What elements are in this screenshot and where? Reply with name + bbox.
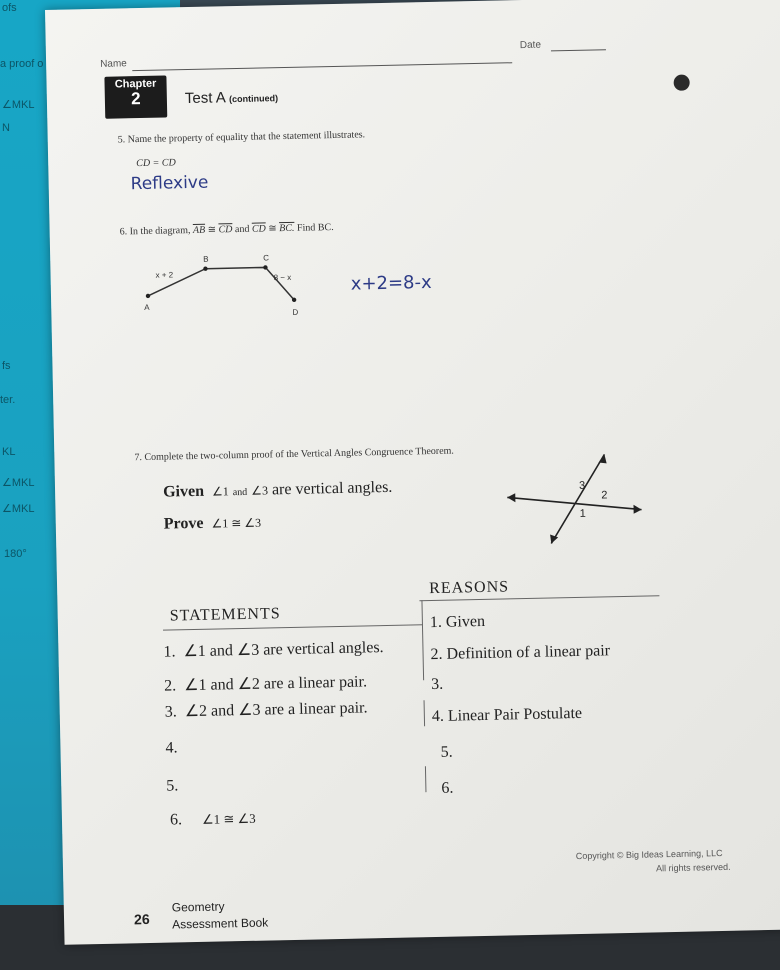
date-line xyxy=(551,49,606,51)
column-divider-mid xyxy=(424,700,426,726)
proof-statement-1: 1. ∠1 and ∠3 are vertical angles. xyxy=(163,639,384,661)
q5-handwritten-answer: Reflexive xyxy=(130,172,209,195)
proof-statement-3: 3. ∠2 and ∠3 are a linear pair. xyxy=(164,699,368,721)
proof-statement-5: 5. xyxy=(166,777,179,795)
chapter-badge xyxy=(104,75,167,118)
page-number: 26 xyxy=(133,911,150,928)
q5-prompt: 5. Name the property of equality that the statement illustrates. xyxy=(117,129,366,146)
segment-diagram xyxy=(135,244,317,323)
rights-text: All rights reserved. xyxy=(656,861,731,874)
proof-reason-3: 3. xyxy=(431,675,444,694)
bg-note: 180° xyxy=(4,548,27,560)
proof-statement-4: 4. xyxy=(165,739,178,757)
statements-rule xyxy=(163,624,423,630)
proof-reason-5: 5. xyxy=(440,743,453,761)
binder-hole xyxy=(673,75,689,91)
q6-handwritten-work: x+2=8-x xyxy=(350,271,432,295)
book-subtitle: Assessment Book xyxy=(172,915,269,932)
chapter-number: 2 xyxy=(130,89,141,109)
bg-note: ∠MKL xyxy=(2,477,35,489)
prove-line: Prove ∠1 ≅ ∠3 xyxy=(163,514,262,533)
bg-note: ofs xyxy=(2,2,17,14)
book-title: Geometry xyxy=(171,899,225,915)
label-a: A xyxy=(144,302,150,312)
date-label: Date xyxy=(519,39,542,52)
bg-note: ∠MKL xyxy=(2,503,35,515)
proof-statement-2: 2. ∠1 and ∠2 are a linear pair. xyxy=(164,673,368,695)
given-line: Given ∠1 and ∠3 are vertical angles. xyxy=(162,478,393,501)
arrow-right xyxy=(633,505,641,514)
vertical-angles-diagram xyxy=(494,450,646,548)
q5-statement: CD = CD xyxy=(136,157,176,170)
proof-reason-6: 6. xyxy=(441,779,454,797)
bg-note: ∠MKL xyxy=(2,99,35,111)
q7-prompt: 7. Complete the two-column proof of the Vertical Angles Congruence Theorem. xyxy=(134,445,455,464)
arrow-left xyxy=(507,493,515,502)
transversal-line xyxy=(549,454,606,543)
bg-note: fs xyxy=(2,360,11,372)
angle-label-1: 1 xyxy=(579,507,586,520)
chapter-label: Chapter xyxy=(114,77,157,91)
arrow-down xyxy=(550,534,558,543)
statements-header: STATEMENTS xyxy=(169,605,281,625)
name-label: Name xyxy=(100,58,127,70)
copyright-text: Copyright © Big Ideas Learning, LLC xyxy=(575,847,723,862)
proof-statement-6: 6. ∠1 ≅ ∠3 xyxy=(169,810,256,829)
label-8-minus-x: 8 − x xyxy=(273,272,292,283)
label-b: B xyxy=(203,254,209,264)
arrow-up xyxy=(598,454,606,463)
column-divider-bottom xyxy=(425,766,427,792)
label-d: D xyxy=(292,307,299,317)
bg-note: N xyxy=(2,122,10,134)
angle-label-2: 2 xyxy=(601,489,608,502)
bg-note: ter. xyxy=(0,394,16,406)
name-line xyxy=(132,62,512,71)
reasons-header: REASONS xyxy=(429,578,510,598)
bg-note: a proof o xyxy=(0,58,44,70)
worksheet-page xyxy=(45,0,780,945)
column-divider-top xyxy=(421,600,424,680)
proof-reason-1: 1. Given xyxy=(429,612,486,632)
label-x-plus-2: x + 2 xyxy=(155,270,174,280)
proof-reason-2: 2. Definition of a linear pair xyxy=(430,642,611,664)
proof-reason-4: 4. Linear Pair Postulate xyxy=(431,704,583,726)
page-title: Test A (continued) xyxy=(184,89,279,108)
label-c: C xyxy=(263,253,270,263)
angle-label-3: 3 xyxy=(578,479,586,492)
q6-prompt: 6. In the diagram, $\overline{AB}$ ≅ $\overline{CD}$ and $\overline{CD}$ ≅ BC. Find BC. xyxy=(119,222,334,238)
bg-note: KL xyxy=(2,446,16,458)
